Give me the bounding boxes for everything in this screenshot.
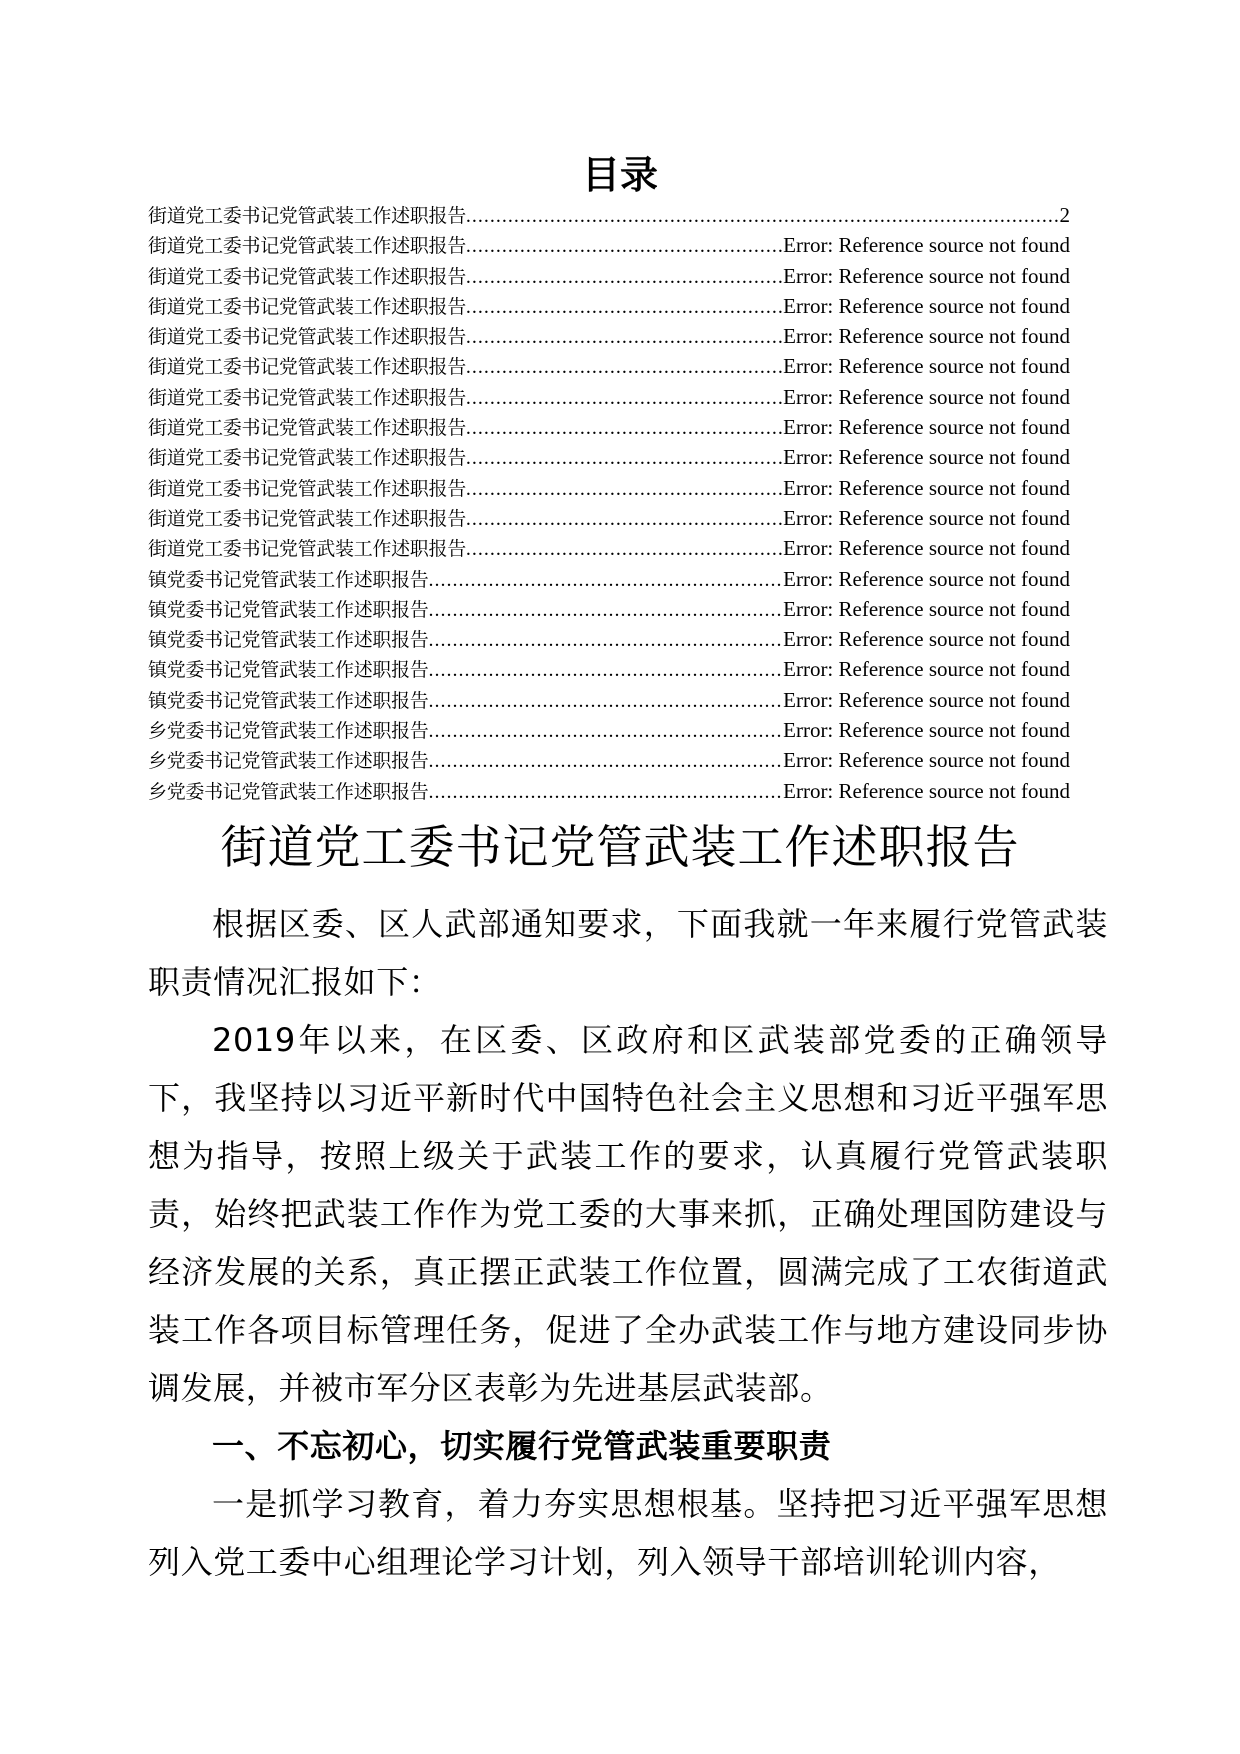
toc-entry-page: Error: Reference source not found — [783, 596, 1070, 621]
toc-title: 目录 — [581, 153, 658, 197]
toc-entry[interactable] — [148, 624, 1070, 654]
toc-leader-dots — [429, 625, 784, 654]
toc-entry-label: 街道党工委书记党管武装工作述职报告 — [148, 507, 466, 530]
toc-leader-dots — [466, 474, 783, 503]
toc-entry-page: Error: Reference source not found — [783, 627, 1070, 652]
document-body — [148, 895, 1108, 1591]
toc-entry-page: Error: Reference source not found — [783, 263, 1070, 288]
toc-entry-label: 镇党委书记党管武装工作述职报告 — [148, 689, 429, 712]
toc-entry[interactable] — [148, 533, 1070, 563]
toc-entry-label: 街道党工委书记党管武装工作述职报告 — [148, 447, 466, 470]
toc-entry[interactable] — [148, 382, 1070, 412]
toc-entry-label: 镇党委书记党管武装工作述职报告 — [148, 568, 429, 591]
toc-entry[interactable] — [148, 503, 1070, 533]
toc-leader-dots — [466, 201, 1060, 230]
toc-leader-dots — [429, 595, 784, 624]
toc-entry-label: 镇党委书记党管武装工作述职报告 — [148, 629, 429, 652]
toc-entry[interactable] — [148, 654, 1070, 684]
toc-leader-dots — [466, 383, 783, 412]
toc-entry-label: 街道党工委书记党管武装工作述职报告 — [148, 477, 466, 500]
toc-entry-label: 乡党委书记党管武装工作述职报告 — [148, 720, 429, 743]
toc-entry[interactable] — [148, 564, 1070, 594]
toc-entry-page: Error: Reference source not found — [783, 415, 1070, 440]
toc-leader-dots — [429, 686, 784, 715]
toc-entry[interactable] — [148, 230, 1070, 260]
toc-entry-page: Error: Reference source not found — [783, 718, 1070, 743]
toc-leader-dots — [429, 777, 784, 806]
toc-entry[interactable] — [148, 351, 1070, 381]
toc-entry[interactable] — [148, 594, 1070, 624]
toc-entry-label: 街道党工委书记党管武装工作述职报告 — [148, 326, 466, 349]
section-heading: 一、不忘初心，切实履行党管武装重要职责 — [212, 1427, 832, 1465]
toc-entry-page: Error: Reference source not found — [783, 687, 1070, 712]
toc-entry-page: Error: Reference source not found — [783, 475, 1070, 500]
toc-leader-dots — [466, 534, 783, 563]
toc-entry-page: Error: Reference source not found — [783, 566, 1070, 591]
toc-entry-label: 乡党委书记党管武装工作述职报告 — [148, 750, 429, 773]
toc-entry-page: 2 — [1059, 203, 1070, 227]
toc-entry-page: Error: Reference source not found — [783, 233, 1070, 258]
toc-entry-label: 街道党工委书记党管武装工作述职报告 — [148, 235, 466, 258]
toc-entry[interactable] — [148, 412, 1070, 442]
body-paragraph: 根据区委、区人武部通知要求，下面我就一年来履行党管武装职责情况汇报如下： — [148, 905, 1108, 1001]
body-paragraph: 2019年以来，在区委、区政府和区武装部党委的正确领导下，我坚持以习近平新时代中国特色社会主义思想和习近平强军思想为指导，按照上级关于武装工作的要求，认真履行党管武装职责，始终把武装工作作为党工委的大事来抓，正确处理国防建设与经济发展的关系，真正摆正武装工作位置，圆满完成了工农街道武装工作各项目标管理任务，促进了全办武装工作与地方建设同步协调发展，并被市军分区表彰为先进基层武装部。 — [148, 1021, 1108, 1407]
toc-entry[interactable] — [148, 715, 1070, 745]
toc-leader-dots — [466, 443, 783, 472]
toc-leader-dots — [429, 746, 784, 775]
toc-entry-label: 街道党工委书记党管武装工作述职报告 — [148, 356, 466, 379]
toc-entry-label: 镇党委书记党管武装工作述职报告 — [148, 598, 429, 621]
toc-leader-dots — [429, 565, 784, 594]
toc-leader-dots — [466, 262, 783, 291]
toc-entry[interactable] — [148, 442, 1070, 472]
toc-leader-dots — [466, 413, 783, 442]
toc-entry-label: 街道党工委书记党管武装工作述职报告 — [148, 386, 466, 409]
toc-entry-label: 街道党工委书记党管武装工作述职报告 — [148, 417, 466, 440]
toc-leader-dots — [466, 352, 783, 381]
toc-entry-label: 街道党工委书记党管武装工作述职报告 — [148, 538, 466, 561]
document-title: 街道党工委书记党管武装工作述职报告 — [220, 820, 1020, 874]
toc-entry[interactable] — [148, 261, 1070, 291]
toc-entry-label: 街道党工委书记党管武装工作述职报告 — [148, 295, 466, 318]
toc-entry[interactable] — [148, 685, 1070, 715]
toc-entry-page: Error: Reference source not found — [783, 324, 1070, 349]
table-of-contents — [148, 200, 1070, 806]
toc-entry[interactable] — [148, 321, 1070, 351]
toc-leader-dots — [429, 716, 784, 745]
toc-leader-dots — [429, 655, 784, 684]
toc-entry-label: 街道党工委书记党管武装工作述职报告 — [148, 265, 466, 288]
toc-entry-page: Error: Reference source not found — [783, 657, 1070, 682]
toc-leader-dots — [466, 504, 783, 533]
toc-entry[interactable] — [148, 473, 1070, 503]
toc-entry-page: Error: Reference source not found — [783, 505, 1070, 530]
toc-leader-dots — [466, 231, 783, 260]
toc-entry-label: 镇党委书记党管武装工作述职报告 — [148, 659, 429, 682]
toc-entry-label: 乡党委书记党管武装工作述职报告 — [148, 780, 429, 803]
toc-leader-dots — [466, 322, 783, 351]
toc-entry-page: Error: Reference source not found — [783, 778, 1070, 803]
toc-entry-page: Error: Reference source not found — [783, 384, 1070, 409]
toc-entry-page: Error: Reference source not found — [783, 354, 1070, 379]
body-paragraph: 一是抓学习教育，着力夯实思想根基。坚持把习近平强军思想列入党工委中心组理论学习计划，列入领导干部培训轮训内容， — [148, 1485, 1108, 1581]
toc-leader-dots — [466, 292, 783, 321]
toc-entry-page: Error: Reference source not found — [783, 748, 1070, 773]
toc-entry[interactable] — [148, 745, 1070, 775]
toc-entry-label: 街道党工委书记党管武装工作述职报告 — [148, 205, 466, 227]
toc-entry-page: Error: Reference source not found — [783, 536, 1070, 561]
toc-entry-page: Error: Reference source not found — [783, 445, 1070, 470]
toc-entry[interactable] — [148, 200, 1070, 230]
toc-entry[interactable] — [148, 776, 1070, 806]
toc-entry-page: Error: Reference source not found — [783, 293, 1070, 318]
toc-entry[interactable] — [148, 291, 1070, 321]
